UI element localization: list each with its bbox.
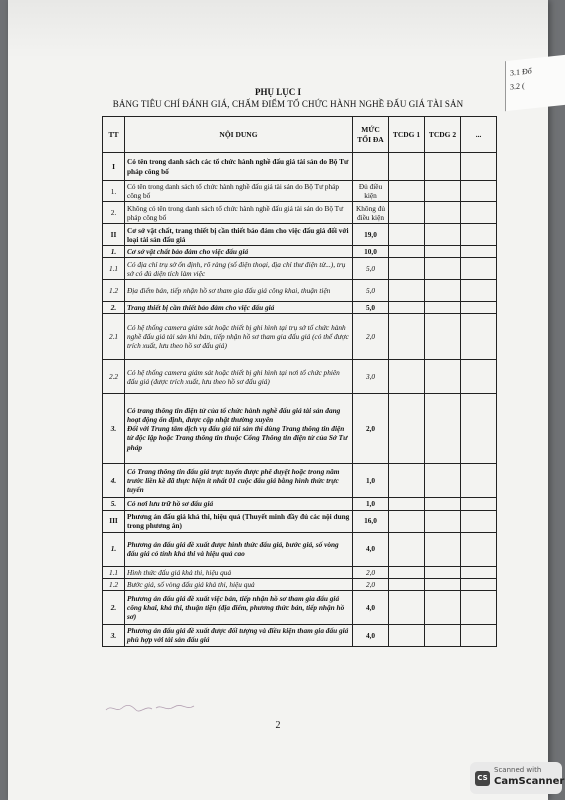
scanned-page [8,0,548,800]
row-number: 1. [103,246,125,258]
row-more [461,280,497,302]
row-max-score: 4,0 [353,624,389,646]
badge-brand: CamScanner [494,776,565,787]
row-max-score: 4,0 [353,532,389,566]
row-tcdg2 [425,258,461,280]
row-tcdg1 [389,258,425,280]
table-row [103,246,497,258]
row-max-score: 10,0 [353,246,389,258]
table-row [103,590,497,624]
table-header-row [103,117,497,153]
row-number: 2.2 [103,360,125,394]
camscanner-badge [470,762,565,794]
row-more [461,566,497,578]
row-content: Trang thiết bị cần thiết bảo đảm cho việc đấu giá [125,302,353,314]
row-more [461,590,497,624]
table-row [103,394,497,464]
table-row [103,280,497,302]
row-tcdg2 [425,181,461,202]
row-tcdg2 [425,464,461,498]
row-tcdg1 [389,578,425,590]
row-content: Có địa chỉ trụ sở ổn định, rõ ràng (số điện thoại, địa chỉ thư điện tử...), trụ sở có đủ diện tích làm việc [125,258,353,280]
row-more [461,394,497,464]
page-fold-shadow [8,0,548,58]
row-more [461,532,497,566]
row-tcdg1 [389,498,425,510]
row-tcdg1 [389,590,425,624]
row-max-score: 5,0 [353,280,389,302]
row-max-score: 4,0 [353,590,389,624]
row-tcdg2 [425,532,461,566]
row-more [461,302,497,314]
row-max-score: 5,0 [353,258,389,280]
row-number: 2.1 [103,314,125,360]
row-max-score: 1,0 [353,498,389,510]
row-content: Có nơi lưu trữ hồ sơ đấu giá [125,498,353,510]
row-content: Hình thức đấu giá khả thi, hiệu quả [125,566,353,578]
row-number: II [103,224,125,246]
table-row [103,153,497,181]
row-content: Phương án đấu giá đề xuất được đối tượng và điều kiện tham gia đấu giá phù hợp với tài sản đấu giá [125,624,353,646]
table-row [103,314,497,360]
row-tcdg2 [425,590,461,624]
row-content: Địa điểm bán, tiếp nhận hồ sơ tham gia đấu giá công khai, thuận tiện [125,280,353,302]
row-tcdg1 [389,202,425,224]
row-number: 1.1 [103,258,125,280]
row-tcdg1 [389,314,425,360]
row-tcdg1 [389,280,425,302]
row-content: Cơ sở vật chất, trang thiết bị cần thiết bảo đảm cho việc đấu giá đối với loại tài sản đấu giá [125,224,353,246]
row-more [461,360,497,394]
row-max-score: 2,0 [353,566,389,578]
row-max-score: Đủ điều kiện [353,181,389,202]
row-content: Phương án đấu giá khả thi, hiệu quả (Thuyết minh đầy đủ các nội dung trong phương án) [125,510,353,532]
table-row [103,578,497,590]
overlapping-document [505,55,565,111]
table-row [103,566,497,578]
table-row [103,464,497,498]
row-max-score: 1,0 [353,464,389,498]
table-row [103,532,497,566]
criteria-table [102,116,497,647]
row-tcdg2 [425,280,461,302]
row-content: Cơ sở vật chất bảo đảm cho việc đấu giá [125,246,353,258]
badge-caption: Scanned with [494,766,542,774]
row-content: Có tên trong danh sách các tổ chức hành nghề đấu giá tài sản do Bộ Tư pháp công bố [125,153,353,181]
row-more [461,510,497,532]
row-more [461,578,497,590]
row-tcdg2 [425,246,461,258]
row-more [461,258,497,280]
row-number: III [103,510,125,532]
row-tcdg1 [389,360,425,394]
row-more [461,202,497,224]
row-tcdg2 [425,510,461,532]
row-number: 2. [103,590,125,624]
row-tcdg1 [389,624,425,646]
row-max-score: 19,0 [353,224,389,246]
col-tcdg1: TCDG 1 [389,117,425,153]
col-content: NỘI DUNG [125,117,353,153]
table-row [103,258,497,280]
row-content: Không có tên trong danh sách tổ chức hành nghề đấu giá tài sản do Bộ Tư pháp công bố [125,202,353,224]
overlap-line-2: 3.2 ( [510,81,525,92]
table-row [103,224,497,246]
row-content: Phương án đấu giá đề xuất được hình thức đấu giá, bước giá, số vòng đấu giá có tính khả thi và hiệu quả cao [125,532,353,566]
col-tcdg2: TCDG 2 [425,117,461,153]
appendix-title: PHỤ LỤC I [254,87,301,97]
row-tcdg2 [425,202,461,224]
row-tcdg2 [425,153,461,181]
row-content: Có Trang thông tin đấu giá trực tuyến được phê duyệt hoặc trong năm trước liền kề đã thực hiện ít nhất 01 cuộc đấu giá bằng hình thức trực tuyến [125,464,353,498]
row-tcdg2 [425,314,461,360]
row-content: Có tên trong danh sách tổ chức hành nghề đấu giá tài sản do Bộ Tư pháp công bố [125,181,353,202]
row-max-score: 2,0 [353,394,389,464]
camscanner-logo-icon: CS [475,771,490,786]
row-max-score: 2,0 [353,578,389,590]
table-row [103,498,497,510]
row-tcdg1 [389,532,425,566]
row-number: 1. [103,181,125,202]
row-tcdg1 [389,302,425,314]
col-more: ... [461,117,497,153]
table-title: BẢNG TIÊU CHÍ ĐÁNH GIÁ, CHẤM ĐIỂM TỔ CHỨC HÀNH NGHỀ ĐẤU GIÁ TÀI SẢN [112,99,464,109]
row-number: 1.2 [103,280,125,302]
row-max-score: 2,0 [353,314,389,360]
row-tcdg1 [389,246,425,258]
row-tcdg2 [425,498,461,510]
row-number: 3. [103,394,125,464]
row-more [461,181,497,202]
row-more [461,314,497,360]
handwritten-note [104,700,214,716]
row-number: 1.2 [103,578,125,590]
row-tcdg1 [389,224,425,246]
row-content: Phương án đấu giá đề xuất việc bán, tiếp nhận hồ sơ tham gia đấu giá công khai, khả thi, thuận tiện (địa điểm, phương thức bán, tiếp nhận hồ sơ) [125,590,353,624]
row-number: 3. [103,624,125,646]
row-max-score [353,153,389,181]
table-row [103,510,497,532]
row-tcdg1 [389,510,425,532]
table-row [103,302,497,314]
row-tcdg1 [389,153,425,181]
table-row [103,360,497,394]
row-more [461,153,497,181]
row-tcdg1 [389,394,425,464]
row-number: I [103,153,125,181]
page-number: 2 [275,720,281,731]
table-row [103,181,497,202]
table-row [103,202,497,224]
row-tcdg1 [389,566,425,578]
row-tcdg2 [425,360,461,394]
row-tcdg2 [425,302,461,314]
row-more [461,464,497,498]
row-max-score: 5,0 [353,302,389,314]
row-number: 2. [103,202,125,224]
row-tcdg1 [389,181,425,202]
overlap-line-1: 3.1 Đổ [510,66,532,78]
row-tcdg2 [425,394,461,464]
row-max-score: 3,0 [353,360,389,394]
row-more [461,624,497,646]
row-number: 2. [103,302,125,314]
row-tcdg2 [425,566,461,578]
row-content: Có hệ thống camera giám sát hoặc thiết bị ghi hình tại trụ sở tổ chức hành nghề đấu giá tài sản khi bán, tiếp nhận hồ sơ tham gia đấu giá (có thể được trích xuất, lưu theo hồ sơ đấu giá) [125,314,353,360]
row-tcdg2 [425,578,461,590]
col-tt: TT [103,117,125,153]
row-more [461,498,497,510]
row-content: Có trang thông tin điện tử của tổ chức hành nghề đấu giá tài sản đang hoạt động ổn định, được cập nhật thường xuyên Đối với Trung tâm dịch vụ đấu giá tài sản thì dùng Trang thông tin điện tử độc lập hoặc Trang thông tin thuộc Cổng Thông tin điện tử của Sở Tư pháp [125,394,353,464]
row-more [461,224,497,246]
row-tcdg2 [425,624,461,646]
row-number: 5. [103,498,125,510]
row-content: Bước giá, số vòng đấu giá khả thi, hiệu quả [125,578,353,590]
row-content: Có hệ thống camera giám sát hoặc thiết bị ghi hình tại nơi tổ chức phiên đấu giá (được trích xuất, lưu theo hồ sơ đấu giá) [125,360,353,394]
table-row [103,624,497,646]
row-max-score: 16,0 [353,510,389,532]
col-max: MỨC TỐI ĐA [353,117,389,153]
row-max-score: Không đủ điều kiện [353,202,389,224]
row-number: 4. [103,464,125,498]
row-number: 1. [103,532,125,566]
row-tcdg1 [389,464,425,498]
row-number: 1.1 [103,566,125,578]
row-tcdg2 [425,224,461,246]
row-more [461,246,497,258]
